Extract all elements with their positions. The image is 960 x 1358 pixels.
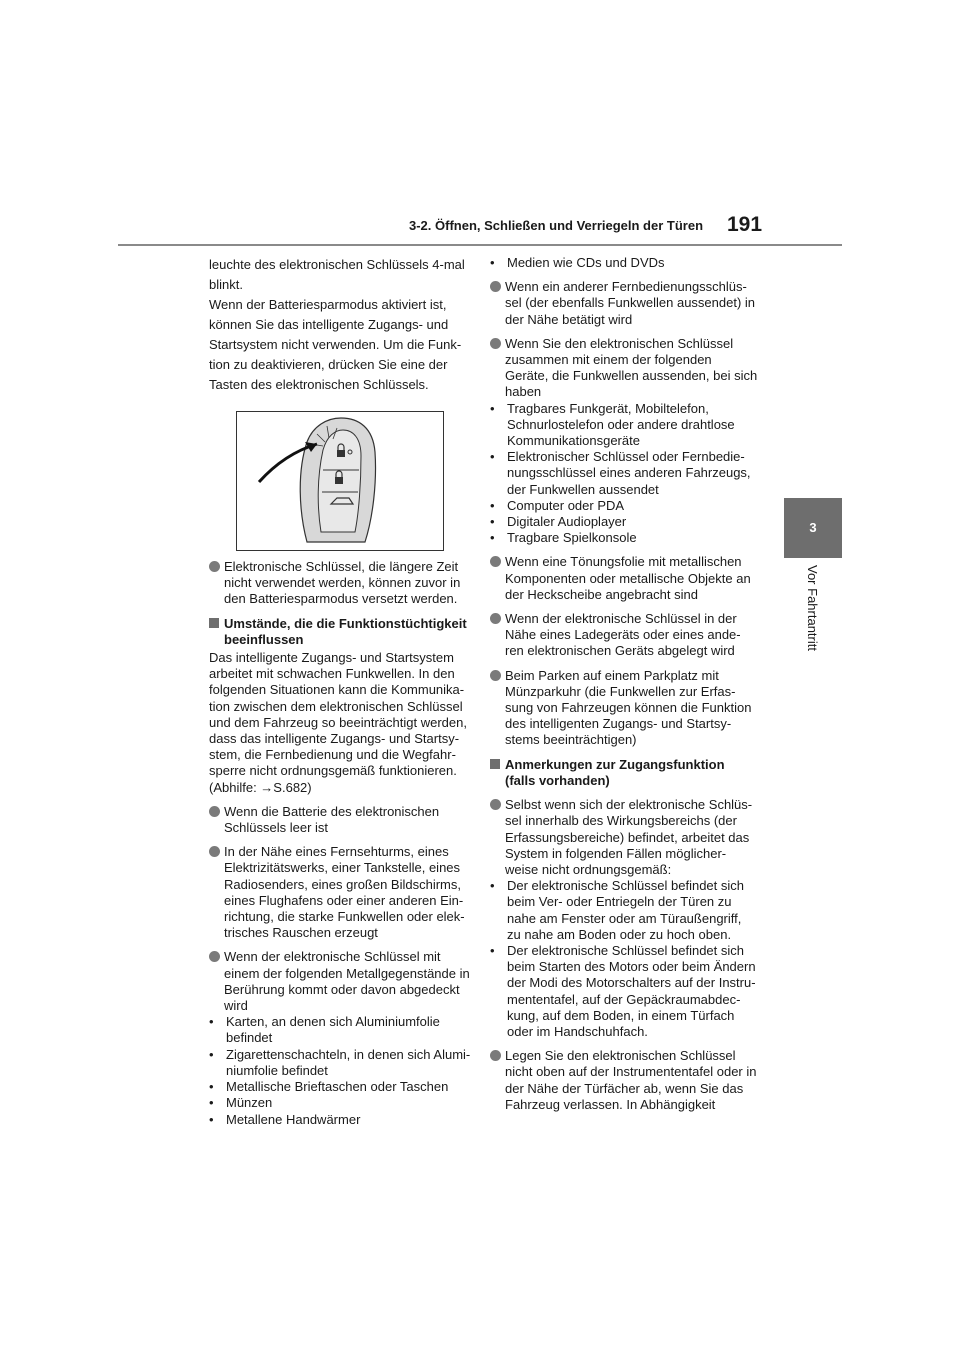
intro-line: tion zu deaktivieren, drücken Sie eine der [209, 357, 448, 372]
intro-line: blinkt. [209, 277, 243, 292]
key-fob-drawing [237, 412, 443, 550]
list-item: Wenn die Batterie des elektronischen Schlüssels leer ist [209, 804, 471, 836]
chapter-label-text: Vor Fahrtantritt [805, 565, 820, 651]
sub-list-item: • Zigarettenschachteln, in denen sich Alumi-niumfolie befindet [209, 1046, 471, 1078]
list-item: Wenn der elektronische Schlüssel mit einem der folgenden Metallgegenstände in Berührung kommt oder davon abgedeckt wird [209, 949, 471, 1014]
sub-list-item: • Münzen [209, 1095, 273, 1111]
list-item: Selbst wenn sich der elektronische Schlüs-sel innerhalb des Wirkungsbereichs (der Erfassungsbereiche) befindet, arbeitet das System in folgenden Fällen möglicher-weise nicht ordnungsgemäß: [490, 797, 758, 878]
bullet-dot-icon [209, 561, 220, 572]
section-heading-row [490, 757, 758, 789]
bullet-dot-icon [490, 799, 501, 810]
chapter-tab[interactable]: 3 [784, 498, 842, 558]
list-item: Wenn ein anderer Fernbedienungsschlüs-sel (der ebenfalls Funkwellen aussendet) in der Nähe betätigt wird [490, 279, 758, 328]
list-item: In der Nähe eines Fernsehturms, eines Elektrizitätswerks, einer Tankstelle, eines Radiosenders, eines großen Bildschirms, eines Flughafens oder einer anderen Ein-richtung, die starke Funkwellen oder elek-trisches Rauschen erzeugt [209, 844, 471, 941]
intro-line: leuchte des elektronischen Schlüssels 4-mal [209, 257, 465, 272]
bullet-dot-icon [490, 338, 501, 349]
bullet-dot-icon [209, 951, 220, 962]
sub-list-item: • Medien wie CDs und DVDs [490, 255, 665, 270]
chapter-label [793, 565, 833, 685]
section-title: 3-2. Öffnen, Schließen und Verriegeln der Türen [409, 218, 704, 233]
intro-line: können Sie das intelligente Zugangs- und [209, 317, 449, 332]
list-item: Wenn eine Tönungsfolie mit metallischen Komponenten oder metallische Objekte an der Heckscheibe angebracht sind [490, 554, 758, 603]
bullet-dot-icon [490, 1050, 501, 1061]
sub-list-item: • Der elektronische Schlüssel befindet sich beim Ver- oder Entriegeln der Türen zu nahe am Fenster oder am Türaußengriff, zu nahe am Boden oder zu hoch oben. [490, 878, 745, 942]
section-heading-row [209, 616, 471, 648]
intro-line: Tasten des elektronischen Schlüssels. [209, 377, 429, 392]
intro-line: Startsystem nicht verwenden. Um die Funk- [209, 337, 462, 352]
bullet-dot-icon [490, 556, 501, 567]
list-item: Elektronische Schlüssel, die längere Zeit nicht verwendet werden, können zuvor in den Batteriesparmodus versetzt werden. [209, 559, 471, 608]
intro-line: Wenn der Batteriesparmodus aktiviert ist, [209, 297, 447, 312]
bullet-dot-icon [490, 613, 501, 624]
bullet-dot-icon [209, 846, 220, 857]
list-item: Wenn der elektronische Schlüssel in der Nähe eines Ladegeräts oder eines ande-ren elektronischen Geräts abgelegt wird [490, 611, 758, 660]
page-number: 191 [727, 213, 763, 236]
bullet-dot-icon [490, 670, 501, 681]
header-divider [118, 244, 842, 246]
section-body: Das intelligente Zugangs- und Startsystem arbeitet mit schwachen Funkwellen. In den folgenden Situationen kann die Kommunika-tion zwischen dem elektronischen Schlüssel und dem Fahrzeug so beeinträchtigt werden, dass das intelligente Zugangs- und Startsy-stem, die Fernbedienung und die Wegfahr-sperre nicht ordnungsgemäß funktionieren. (Abhilfe: →S.682) [209, 650, 467, 795]
right-column [490, 255, 758, 1113]
list-item: Beim Parken auf einem Parkplatz mit Münzparkuhr (die Funkwellen zur Erfas-sung von Fahrzeugen können die Funktion des intelligenten Zugangs- und Startsy-stems beeinträchtigen) [490, 668, 758, 749]
sub-list-item: • Metallische Brieftaschen oder Taschen [209, 1079, 449, 1095]
list-item: Wenn Sie den elektronischen Schlüssel zusammen mit einem der folgenden Geräte, die Funkwellen aussenden, bei sich haben [490, 336, 758, 401]
sub-list-item: • Tragbare Spielkonsole [490, 530, 637, 546]
bullet-dot-icon [490, 281, 501, 292]
sub-list-item: • Metallene Handwärmer [209, 1111, 361, 1127]
bullet-dot-icon [209, 806, 220, 817]
left-column [209, 255, 471, 1128]
sub-list-item: • Der elektronische Schlüssel befindet sich beim Starten des Motors oder beim Ändern der Modi des Motorschalters auf der Instru-mententafel, auf der Gepäckraumabdec-kung, auf dem Boden, in einem Türfach oder im Handschuhfach. [490, 942, 756, 1039]
sub-list-item: • Digitaler Audioplayer [490, 514, 627, 530]
square-bullet-icon [209, 618, 219, 628]
sub-list-item: • Tragbares Funkgerät, Mobiltelefon, Schnurlostelefon oder andere drahtlose Kommunikationsgeräte [490, 400, 735, 449]
sub-list-item: • Elektronischer Schlüssel oder Fernbedie-nungsschlüssel eines anderen Fahrzeugs, der Funkwellen aussendet [490, 449, 751, 497]
list-item: Legen Sie den elektronischen Schlüssel nicht oben auf der Instrumententafel oder in der Nähe der Türfächer ab, wenn Sie das Fahrzeug verlassen. In Abhängigkeit [490, 1048, 758, 1113]
sub-list-item: • Computer oder PDA [490, 497, 625, 513]
section-heading: Anmerkungen zur Zugangsfunktion (falls vorhanden) [505, 756, 725, 788]
square-bullet-icon [490, 759, 500, 769]
section-heading: Umstände, die die Funktionstüchtigkeit beeinflussen [224, 615, 467, 647]
sub-list-item: • Karten, an denen sich Aluminiumfolie befindet [209, 1014, 440, 1046]
key-fob-illustration [236, 411, 444, 551]
